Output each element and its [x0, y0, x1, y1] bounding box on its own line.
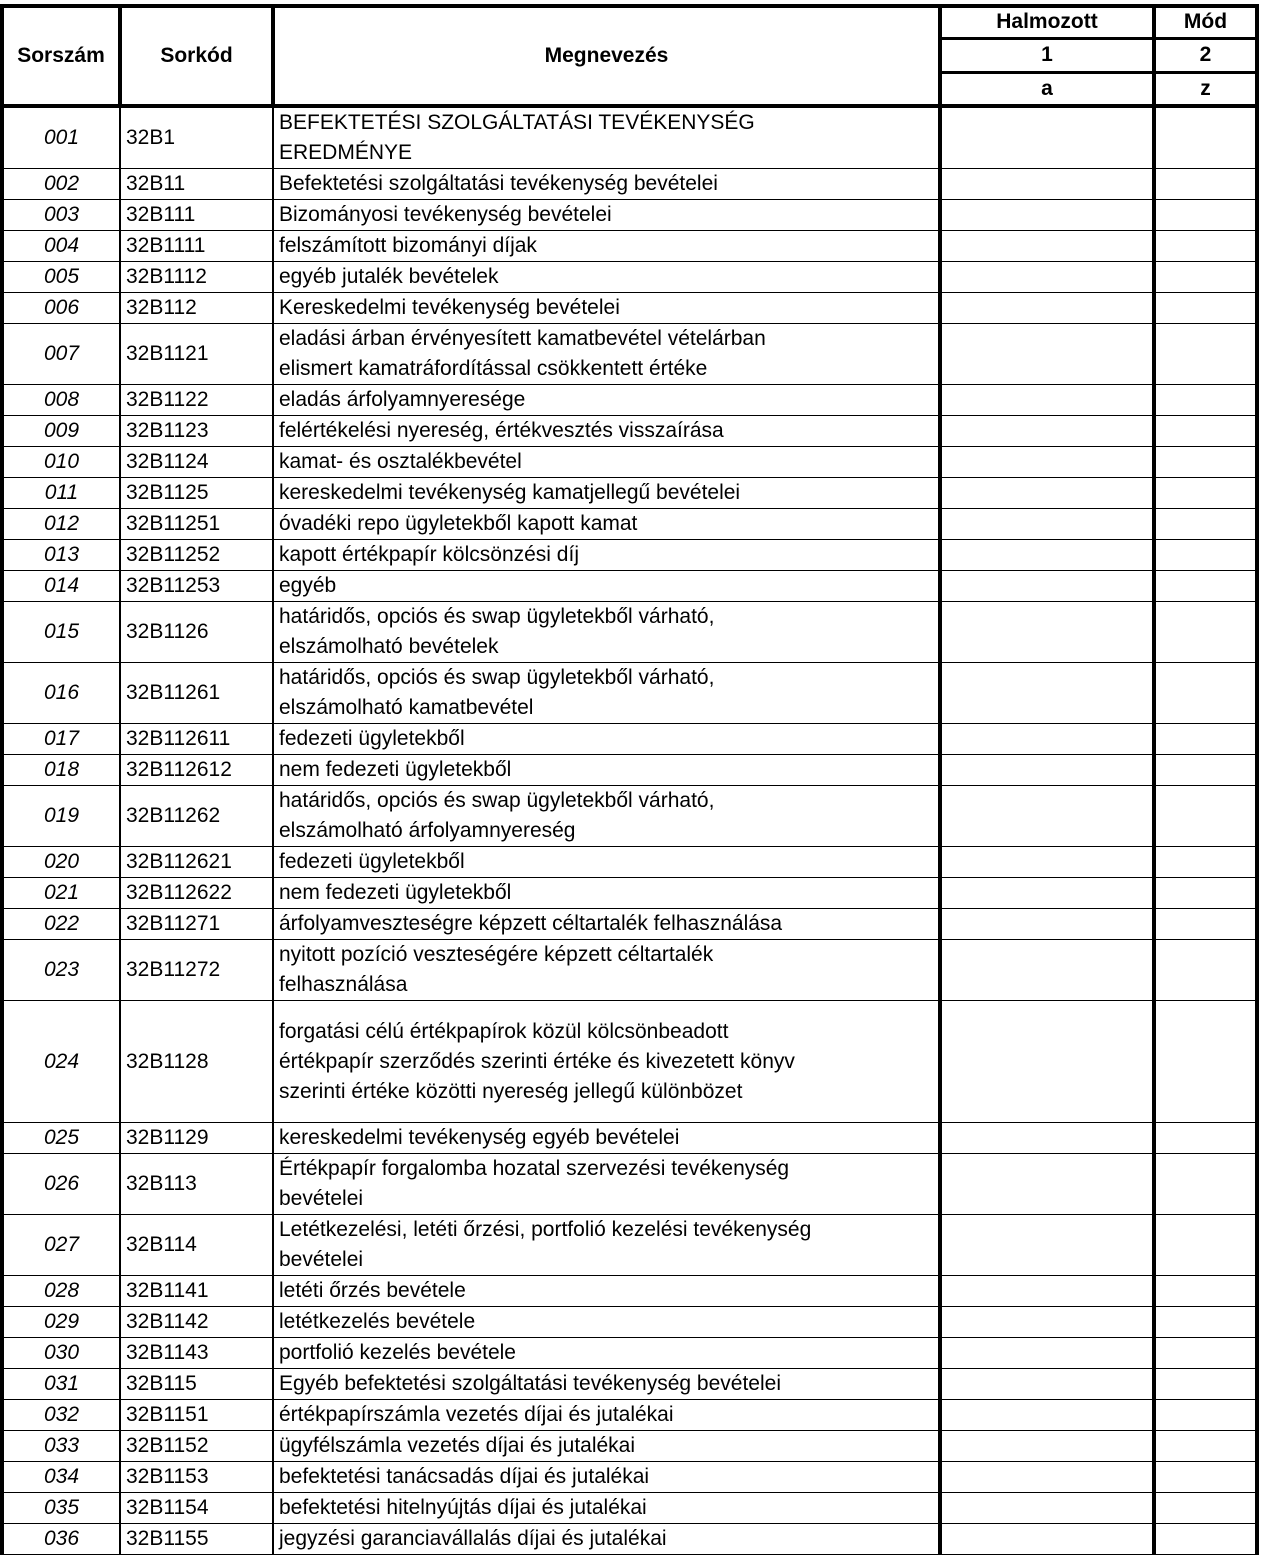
row-number: 012: [2, 509, 120, 540]
header-sorkod: Sorkód: [120, 6, 273, 106]
row-code: 32B1142: [120, 1307, 273, 1338]
row-name: Letétkezelési, letéti őrzési, portfolió kezelési tevékenység bevételei: [273, 1215, 940, 1276]
value-halmozott-cell[interactable]: [940, 1462, 1154, 1493]
table-row: [2, 1154, 1257, 1215]
table-row: [2, 1001, 1257, 1123]
row-number: 003: [2, 200, 120, 231]
row-code: 32B113: [120, 1154, 273, 1215]
row-name: ügyfélszámla vezetés díjai és jutalékai: [273, 1431, 940, 1462]
value-halmozott-cell[interactable]: [940, 1338, 1154, 1369]
table-body: [2, 106, 1257, 1555]
table-row: [2, 1493, 1257, 1524]
value-mod-cell[interactable]: [1154, 1431, 1257, 1462]
value-halmozott-cell[interactable]: [940, 1123, 1154, 1154]
value-halmozott-cell[interactable]: [940, 231, 1154, 262]
value-mod-cell[interactable]: [1154, 1154, 1257, 1215]
row-number: 005: [2, 262, 120, 293]
value-mod-cell[interactable]: [1154, 755, 1257, 786]
row-number: 019: [2, 786, 120, 847]
table-row: [2, 602, 1257, 663]
row-number: 032: [2, 1400, 120, 1431]
row-name: felértékelési nyereség, értékvesztés visszaírása: [273, 416, 940, 447]
value-halmozott-cell[interactable]: [940, 1276, 1154, 1307]
value-mod-cell[interactable]: [1154, 1307, 1257, 1338]
table-row: [2, 324, 1257, 385]
value-mod-cell[interactable]: [1154, 262, 1257, 293]
table-row: [2, 1215, 1257, 1276]
row-code: 32B1124: [120, 447, 273, 478]
row-code: 32B112622: [120, 878, 273, 909]
row-name: Értékpapír forgalomba hozatal szervezési tevékenység bevételei: [273, 1154, 940, 1215]
value-mod-cell[interactable]: [1154, 1524, 1257, 1555]
row-code: 32B11261: [120, 663, 273, 724]
row-code: 32B111: [120, 200, 273, 231]
table-row: [2, 1400, 1257, 1431]
row-name: kapott értékpapír kölcsönzési díj: [273, 540, 940, 571]
value-mod-cell[interactable]: [1154, 509, 1257, 540]
value-mod-cell[interactable]: [1154, 293, 1257, 324]
row-number: 028: [2, 1276, 120, 1307]
table-row: [2, 724, 1257, 755]
row-name: Kereskedelmi tevékenység bevételei: [273, 293, 940, 324]
row-name: fedezeti ügyletekből: [273, 847, 940, 878]
table-row: [2, 293, 1257, 324]
value-halmozott-cell[interactable]: [940, 909, 1154, 940]
row-code: 32B11251: [120, 509, 273, 540]
row-code: 32B112612: [120, 755, 273, 786]
value-mod-cell[interactable]: [1154, 1462, 1257, 1493]
value-halmozott-cell[interactable]: [940, 1400, 1154, 1431]
row-name: portfolió kezelés bevétele: [273, 1338, 940, 1369]
value-halmozott-cell[interactable]: [940, 324, 1154, 385]
header-halmozott-number: 1: [940, 38, 1154, 72]
header-mod: Mód: [1154, 6, 1257, 38]
row-number: 020: [2, 847, 120, 878]
row-number: 016: [2, 663, 120, 724]
value-mod-cell[interactable]: [1154, 847, 1257, 878]
table-row: [2, 200, 1257, 231]
row-number: 002: [2, 169, 120, 200]
table-row: [2, 755, 1257, 786]
table-row: [2, 231, 1257, 262]
row-code: 32B11272: [120, 940, 273, 1001]
value-halmozott-cell[interactable]: [940, 1154, 1154, 1215]
row-number: 021: [2, 878, 120, 909]
value-mod-cell[interactable]: [1154, 231, 1257, 262]
row-code: 32B11252: [120, 540, 273, 571]
value-halmozott-cell[interactable]: [940, 262, 1154, 293]
row-name: letétkezelés bevétele: [273, 1307, 940, 1338]
value-halmozott-cell[interactable]: [940, 1307, 1154, 1338]
value-halmozott-cell[interactable]: [940, 509, 1154, 540]
row-code: 32B1121: [120, 324, 273, 385]
row-name: Bizományosi tevékenység bevételei: [273, 200, 940, 231]
row-code: 32B114: [120, 1215, 273, 1276]
value-mod-cell[interactable]: [1154, 1123, 1257, 1154]
row-number: 013: [2, 540, 120, 571]
report-table: [0, 4, 1259, 1555]
row-name: eladás árfolyamnyeresége: [273, 385, 940, 416]
row-code: 32B1154: [120, 1493, 273, 1524]
row-code: 32B11253: [120, 571, 273, 602]
row-number: 022: [2, 909, 120, 940]
row-number: 030: [2, 1338, 120, 1369]
table-row: [2, 878, 1257, 909]
table-row: [2, 1276, 1257, 1307]
value-halmozott-cell[interactable]: [940, 940, 1154, 1001]
row-code: 32B1141: [120, 1276, 273, 1307]
table-row: [2, 1123, 1257, 1154]
table-row: [2, 663, 1257, 724]
row-name: árfolyamveszteségre képzett céltartalék felhasználása: [273, 909, 940, 940]
value-mod-cell[interactable]: [1154, 878, 1257, 909]
value-halmozott-cell[interactable]: [940, 878, 1154, 909]
value-mod-cell[interactable]: [1154, 169, 1257, 200]
row-number: 017: [2, 724, 120, 755]
row-number: 006: [2, 293, 120, 324]
value-halmozott-cell[interactable]: [940, 571, 1154, 602]
row-number: 026: [2, 1154, 120, 1215]
row-code: 32B112611: [120, 724, 273, 755]
value-mod-cell[interactable]: [1154, 724, 1257, 755]
row-name: kamat- és osztalékbevétel: [273, 447, 940, 478]
value-halmozott-cell[interactable]: [940, 786, 1154, 847]
row-code: 32B1122: [120, 385, 273, 416]
row-number: 010: [2, 447, 120, 478]
row-number: 001: [2, 106, 120, 169]
row-code: 32B1155: [120, 1524, 273, 1555]
value-halmozott-cell[interactable]: [940, 169, 1154, 200]
row-code: 32B1152: [120, 1431, 273, 1462]
row-code: 32B1125: [120, 478, 273, 509]
row-name: nem fedezeti ügyletekből: [273, 878, 940, 909]
table-row: [2, 1431, 1257, 1462]
row-number: 036: [2, 1524, 120, 1555]
value-mod-cell[interactable]: [1154, 106, 1257, 169]
value-mod-cell[interactable]: [1154, 1001, 1257, 1123]
value-halmozott-cell[interactable]: [940, 293, 1154, 324]
value-mod-cell[interactable]: [1154, 1338, 1257, 1369]
row-number: 008: [2, 385, 120, 416]
table-row: [2, 385, 1257, 416]
row-name: egyéb: [273, 571, 940, 602]
value-mod-cell[interactable]: [1154, 1276, 1257, 1307]
value-halmozott-cell[interactable]: [940, 1215, 1154, 1276]
table-row: [2, 571, 1257, 602]
row-name: eladási árban érvényesített kamatbevétel vételárban elismert kamatráfordítással csökkentett értéke: [273, 324, 940, 385]
header-halmozott-code: a: [940, 72, 1154, 106]
row-code: 32B11: [120, 169, 273, 200]
table-row: [2, 106, 1257, 169]
value-mod-cell[interactable]: [1154, 1215, 1257, 1276]
table-row: [2, 416, 1257, 447]
header-sorszam: Sorszám: [2, 6, 120, 106]
row-name: nyitott pozíció veszteségére képzett céltartalék felhasználása: [273, 940, 940, 1001]
row-name: befektetési hitelnyújtás díjai és jutalékai: [273, 1493, 940, 1524]
value-mod-cell[interactable]: [1154, 1493, 1257, 1524]
row-name: forgatási célú értékpapírok közül kölcsönbeadott értékpapír szerződés szerinti értéke és kivezetett könyv szerinti értéke közötti nyereség jellegű különbözet: [273, 1001, 940, 1123]
row-number: 011: [2, 478, 120, 509]
row-code: 32B1143: [120, 1338, 273, 1369]
row-code: 32B1153: [120, 1462, 273, 1493]
value-mod-cell[interactable]: [1154, 1369, 1257, 1400]
table-header: [2, 6, 1257, 106]
row-code: 32B112: [120, 293, 273, 324]
value-halmozott-cell[interactable]: [940, 540, 1154, 571]
row-name: Egyéb befektetési szolgáltatási tevékenység bevételei: [273, 1369, 940, 1400]
row-code: 32B1151: [120, 1400, 273, 1431]
row-name: felszámított bizományi díjak: [273, 231, 940, 262]
header-megnevezes: Megnevezés: [273, 6, 940, 106]
row-number: 015: [2, 602, 120, 663]
table-row: [2, 478, 1257, 509]
value-halmozott-cell[interactable]: [940, 847, 1154, 878]
value-mod-cell[interactable]: [1154, 324, 1257, 385]
value-halmozott-cell[interactable]: [940, 385, 1154, 416]
row-number: 031: [2, 1369, 120, 1400]
value-halmozott-cell[interactable]: [940, 447, 1154, 478]
row-code: 32B112621: [120, 847, 273, 878]
row-number: 024: [2, 1001, 120, 1123]
value-halmozott-cell[interactable]: [940, 1524, 1154, 1555]
value-halmozott-cell[interactable]: [940, 1493, 1154, 1524]
table-row: [2, 447, 1257, 478]
header-mod-code: z: [1154, 72, 1257, 106]
row-number: 035: [2, 1493, 120, 1524]
row-code: 32B1128: [120, 1001, 273, 1123]
value-mod-cell[interactable]: [1154, 786, 1257, 847]
table-row: [2, 509, 1257, 540]
row-number: 025: [2, 1123, 120, 1154]
row-number: 027: [2, 1215, 120, 1276]
value-halmozott-cell[interactable]: [940, 602, 1154, 663]
row-code: 32B115: [120, 1369, 273, 1400]
row-name: jegyzési garanciavállalás díjai és jutalékai: [273, 1524, 940, 1555]
value-mod-cell[interactable]: [1154, 416, 1257, 447]
row-name: határidős, opciós és swap ügyletekből várható, elszámolható bevételek: [273, 602, 940, 663]
row-name: határidős, opciós és swap ügyletekből várható, elszámolható kamatbevétel: [273, 663, 940, 724]
value-mod-cell[interactable]: [1154, 909, 1257, 940]
row-name: letéti őrzés bevétele: [273, 1276, 940, 1307]
row-number: 033: [2, 1431, 120, 1462]
row-name: BEFEKTETÉSI SZOLGÁLTATÁSI TEVÉKENYSÉG EREDMÉNYE: [273, 106, 940, 169]
row-number: 018: [2, 755, 120, 786]
value-halmozott-cell[interactable]: [940, 663, 1154, 724]
table-row: [2, 847, 1257, 878]
row-name: fedezeti ügyletekből: [273, 724, 940, 755]
value-mod-cell[interactable]: [1154, 478, 1257, 509]
value-halmozott-cell[interactable]: [940, 416, 1154, 447]
value-halmozott-cell[interactable]: [940, 200, 1154, 231]
value-mod-cell[interactable]: [1154, 602, 1257, 663]
value-halmozott-cell[interactable]: [940, 1431, 1154, 1462]
value-halmozott-cell[interactable]: [940, 106, 1154, 169]
row-number: 029: [2, 1307, 120, 1338]
value-mod-cell[interactable]: [1154, 940, 1257, 1001]
row-name: értékpapírszámla vezetés díjai és jutalékai: [273, 1400, 940, 1431]
table-row: [2, 940, 1257, 1001]
table-row: [2, 1369, 1257, 1400]
value-halmozott-cell[interactable]: [940, 478, 1154, 509]
table-row: [2, 169, 1257, 200]
table-row: [2, 262, 1257, 293]
row-name: határidős, opciós és swap ügyletekből várható, elszámolható árfolyamnyereség: [273, 786, 940, 847]
table-row: [2, 1338, 1257, 1369]
row-number: 023: [2, 940, 120, 1001]
row-code: 32B11262: [120, 786, 273, 847]
row-name: Befektetési szolgáltatási tevékenység bevételei: [273, 169, 940, 200]
table-row: [2, 1307, 1257, 1338]
row-number: 009: [2, 416, 120, 447]
row-code: 32B1123: [120, 416, 273, 447]
table-row: [2, 786, 1257, 847]
value-mod-cell[interactable]: [1154, 663, 1257, 724]
row-name: kereskedelmi tevékenység egyéb bevételei: [273, 1123, 940, 1154]
value-mod-cell[interactable]: [1154, 200, 1257, 231]
table-row: [2, 909, 1257, 940]
row-number: 014: [2, 571, 120, 602]
row-code: 32B1111: [120, 231, 273, 262]
row-name: egyéb jutalék bevételek: [273, 262, 940, 293]
row-name: óvadéki repo ügyletekből kapott kamat: [273, 509, 940, 540]
table-row: [2, 540, 1257, 571]
value-mod-cell[interactable]: [1154, 540, 1257, 571]
row-code: 32B1129: [120, 1123, 273, 1154]
row-code: 32B1: [120, 106, 273, 169]
value-mod-cell[interactable]: [1154, 571, 1257, 602]
value-halmozott-cell[interactable]: [940, 1369, 1154, 1400]
row-number: 004: [2, 231, 120, 262]
row-name: befektetési tanácsadás díjai és jutalékai: [273, 1462, 940, 1493]
value-mod-cell[interactable]: [1154, 385, 1257, 416]
header-halmozott: Halmozott: [940, 6, 1154, 38]
table-row: [2, 1524, 1257, 1555]
row-number: 007: [2, 324, 120, 385]
value-halmozott-cell[interactable]: [940, 1001, 1154, 1123]
value-mod-cell[interactable]: [1154, 447, 1257, 478]
row-number: 034: [2, 1462, 120, 1493]
header-mod-number: 2: [1154, 38, 1257, 72]
value-mod-cell[interactable]: [1154, 1400, 1257, 1431]
table-row: [2, 1462, 1257, 1493]
row-code: 32B11271: [120, 909, 273, 940]
value-halmozott-cell[interactable]: [940, 755, 1154, 786]
row-name: nem fedezeti ügyletekből: [273, 755, 940, 786]
row-code: 32B1126: [120, 602, 273, 663]
row-name: kereskedelmi tevékenység kamatjellegű bevételei: [273, 478, 940, 509]
row-code: 32B1112: [120, 262, 273, 293]
value-halmozott-cell[interactable]: [940, 724, 1154, 755]
